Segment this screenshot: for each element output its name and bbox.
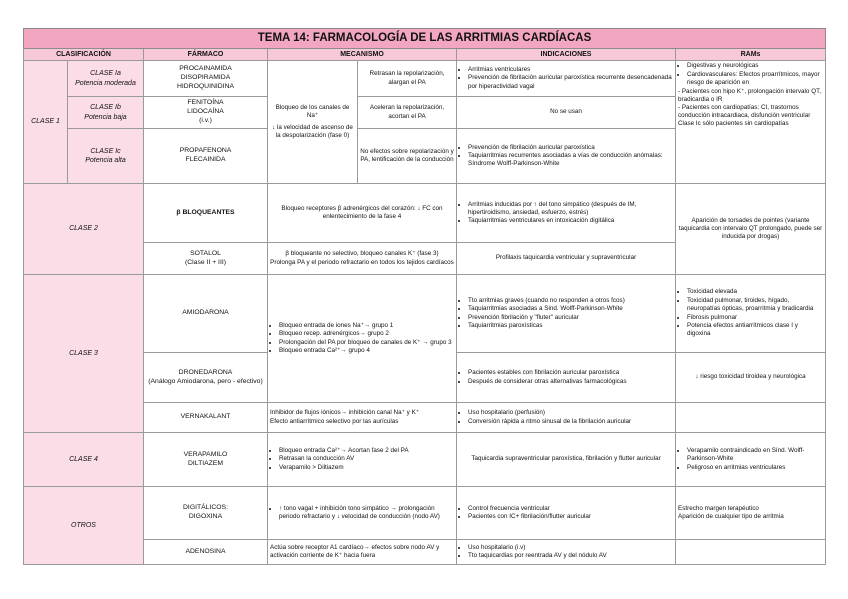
clase3-verna-ind [457,403,676,433]
clase3-verna-rams-empty [676,403,826,433]
clase1b-ind: No se usan [457,97,676,129]
clase4-label: CLASE 4 [24,433,144,487]
list-item: • Uso hospitalario (perfusión) [468,409,673,417]
list-item: • Potencia efectos antiarrítmicos clase I y digoxina [687,322,823,338]
clase3-amio-rams [676,275,826,353]
list-item: • Toxicidad elevada [687,288,823,296]
list-item: • Toxicidad pulmonar, tiroides, hígado, neuropatías ópticas, proarritmia y bradicardia [687,297,823,313]
header-farmaco: FÁRMACO [144,48,268,60]
list-item: • Conversión rápida a ritmo sinusal de la fibrilación auricular [468,418,673,426]
clase1-label: CLASE 1 [24,61,68,184]
clase3-mech [268,275,457,403]
clase1a-class: CLASE Ia Potencia moderada [68,61,144,97]
list-item: • Verapamilo contraindicado en Sínd. Wolff-Parkinson-White [687,447,823,463]
otros-dig-drug: DIGITÁLICOS: DIGOXINA [144,487,268,540]
list-item: • Tto arritmias graves (cuando no responden a otros fcos) [468,297,673,305]
clase1b-drug: FENITOÍNA LIDOCAÍNA (i.v.) [144,97,268,129]
clase4-rams [676,433,826,487]
list-item: • Arritmias ventriculares [468,66,673,74]
list-item: • Uso hospitalario (i.v) [468,544,673,552]
header-mecanismo: MECANISMO [268,48,457,60]
clase1a-ind [457,61,676,97]
clase4-ind: Taquicardia supraventricular paroxística, fibrilación y flutter auricular [457,433,676,487]
list-item: • Cardiovasculares: Efectos proarrítmicos, mayor riesgo de aparición en [687,71,823,87]
list-item: • ↑ tono vagal + inhibición tono simpático → prolongación periodo refractario y ↓ velocidad de conducción (nodo AV) [279,505,454,521]
list-item: • Prevención de fibrilación auricular paroxística recurrente desencadenada por hiperactividad vagal [468,74,673,90]
list-item: • Prevención de fibrilación auricular paroxística [468,144,673,152]
otros-dig-rams: Estrecho margen terapéutico Aparición de cualquier tipo de arritmia [676,487,826,540]
list-item: • Bloqueo entrada Ca²⁺→ Acortan fase 2 del PA [279,447,454,455]
list-item: • Pacientes estables con fibrilación auricular paroxística [468,369,673,377]
clase3-drone-drug: DRONEDARONA (Análogo Amiodarona, pero - efectivo) [144,353,268,403]
list-item: • Control frecuencia ventricular [468,505,673,513]
list-item: • Bloqueo entrada de iones Na⁺→ grupo 1 [279,322,454,330]
page-title: TEMA 14: FARMACOLOGÍA DE LAS ARRITMIAS CARDÍACAS [24,29,826,49]
clase1c-drug: PROPAFENONA FLECAINIDA [144,129,268,184]
clase1-rams [676,61,826,184]
clase1-mech-common-2: ↓ la velocidad de ascenso de la despolarización (fase 0) [272,124,353,140]
header-rams: RAMs [676,48,826,60]
list-item: • Tto taquicardias por reentrada AV y del nódulo AV [468,552,673,560]
list-item: • Bloqueo entrada Ca²⁺→ grupo 4 [279,347,454,355]
clase3-label: CLASE 3 [24,275,144,433]
list-item: • Prevención fibrilación y "fluter" auricular [468,314,673,322]
list-item: • Retrasan la conducción AV [279,455,454,463]
clase2-sotalol-drug: SOTALOL (Clase II + III) [144,243,268,275]
clase4-mech [268,433,457,487]
clase1-rams-text: - Pacientes con hipo K⁺, prolongación intervalo QT, bradicardia o IR - Pacientes con cardiopatías: CI, trastornos conducción intracardiaca, disfunción ventricular Clase Ic sólo pacientes sin cardiopatías [678,87,821,128]
otros-dig-ind [457,487,676,540]
clase1a-mech: Retrasan la repolarización, alargan el PA [358,61,457,97]
clase1c-class: CLASE Ic Potencia alta [68,129,144,184]
otros-ade-ind [457,540,676,565]
otros-ade-mech: Actúa sobre receptor A1 cardíaco→ efectos sobre nodo AV y activación corriente de K⁺ hacia fuera [268,540,457,565]
pharmacology-table-sheet [23,28,825,565]
clase2-beta-mech: Bloqueo receptores β adrenérgicos del corazón: ↓ FC con enlentecimiento de la fase 4 [268,184,457,243]
clase3-verna-mech: Inhibidor de flujos iónicos→ inhibición canal Na⁺ y K⁺ Efecto antiarrítmico selectivo por las aurículas [268,403,457,433]
clase2-sotalol-ind: Profilaxis taquicardia ventricular y supraventricular [457,243,676,275]
clase2-label: CLASE 2 [24,184,144,275]
list-item: • Prolongación del PA por bloqueo de canales de K⁺ → grupo 3 [279,339,454,347]
arrhythmia-table [23,28,826,565]
clase1c-mech: No efectos sobre repolarización y PA, lentificación de la conducción [358,129,457,184]
clase3-amio-drug: AMIODARONA [144,275,268,353]
clase1c-ind [457,129,676,184]
list-item: • Pacientes con IC+ fibrilación/flutter auricular [468,513,673,521]
header-clasificacion: CLASIFICACIÓN [24,48,144,60]
list-item: • Taquiarritmias asociadas a Sind. Wolff-Parkinson-White [468,305,673,313]
otros-label: OTROS [24,487,144,565]
list-item: • Después de considerar otras alternativas farmacológicas [468,378,673,386]
list-item: • Taquiarritmias ventriculares en intoxicación digitálica [468,217,673,225]
clase3-drone-rams: ↓ riesgo toxicidad tiroidea y neurológica [676,353,826,403]
clase1b-mech: Aceleran la repolarización, acortan el PA [358,97,457,129]
otros-ade-rams-empty [676,540,826,565]
list-item: • Taquiarritmias paroxísticas [468,322,673,330]
otros-ade-drug: ADENOSINA [144,540,268,565]
clase1-mech-common-1: Bloqueo de los canales de Na⁺ [275,103,350,119]
clase3-drone-ind [457,353,676,403]
clase2-beta-drug: β BLOQUEANTES [144,184,268,243]
clase2-beta-ind [457,184,676,243]
list-item: • Fibrosis pulmonar [687,314,823,322]
otros-dig-mech [268,487,457,540]
clase1a-drug: PROCAINAMIDA DISOPIRAMIDA HIDROQUINIDINA [144,61,268,97]
clase4-drug: VERAPAMILO DILTIAZEM [144,433,268,487]
header-indicaciones: INDICACIONES [457,48,676,60]
clase1b-class: CLASE Ib Potencia baja [68,97,144,129]
list-item: • Digestivas y neurológicas [687,62,823,70]
list-item: • Bloqueo recep. adrenérgicos→ grupo 2 [279,330,454,338]
clase3-verna-drug: VERNAKALANT [144,403,268,433]
list-item: • Taquiarritmias recurrentes asociadas a vías de conducción anómalas: Síndrome Wolff-Parkinson-White [468,152,673,168]
list-item: • Arritmias inducidas por ↑ del tono simpático (después de IM, hipertiroidismo, ansiedad, esfuerzo, estrés) [468,201,673,217]
clase3-amio-ind [457,275,676,353]
clase1-mech-common [268,61,358,184]
clase2-rams: Aparición de torsades de pointes (variante taquicardia con intervalo QT prolongado, puede ser inducida por drogas) [676,184,826,275]
clase2-sotalol-mech: β bloqueante no selectivo, bloqueo canales K⁺ (fase 3) Prolonga PA y el periodo refractario en todos los tejidos cardíacos [268,243,457,275]
list-item: • Peligroso en arritmias ventriculares [687,464,823,472]
list-item: • Verapamilo > Diltiazem [279,464,454,472]
